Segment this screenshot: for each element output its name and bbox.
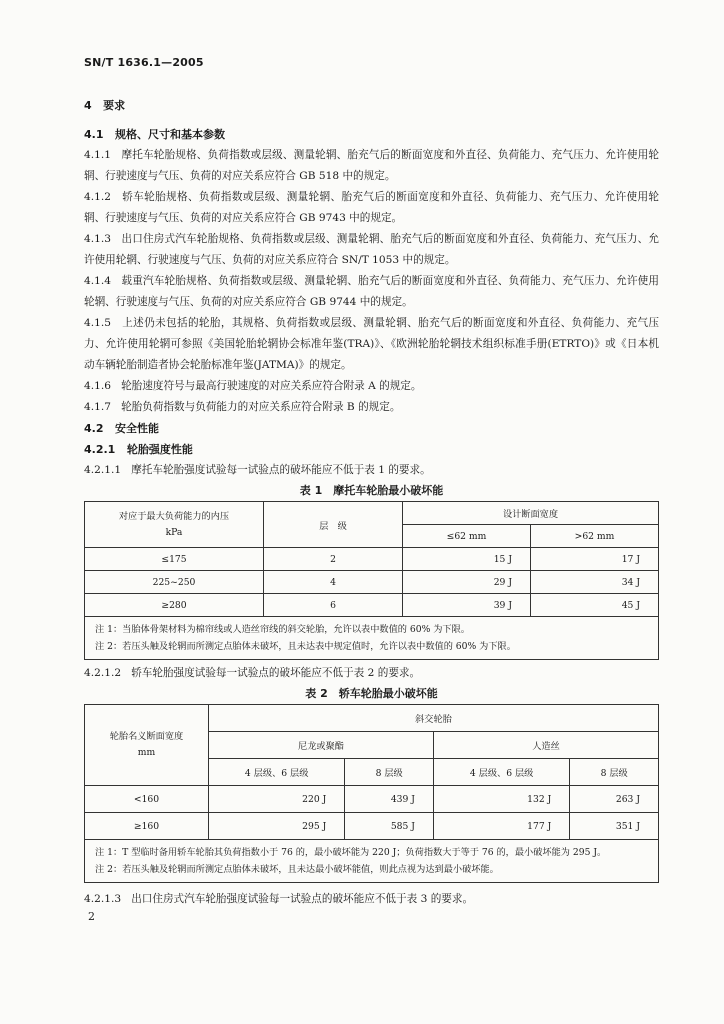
table-cell: ≥160 [85,813,209,840]
clause-4-1-1 [84,145,659,187]
header-unit: kPa [165,526,183,538]
standard-code: SN/T 1636.1—2005 [84,56,204,69]
table-2-caption: 表 2 轿车轮胎最小破坏能 [305,687,438,700]
clause-4-2-1-2 [84,663,659,684]
clause-4-2-1-1 [84,460,659,481]
clause-number: 4.2.1.1 [84,464,122,476]
column-header-ply: 8 层级 [345,759,434,786]
section-number: 4 [84,99,92,112]
clause-number: 4.1.5 [84,317,111,329]
clause-text: 轿车轮胎规格、负荷指数或层级、测量轮辋、胎充气后的断面宽度和外直径、负荷能力、充气压力、允许使用轮辋、行驶速度与气压、负荷的对应关系应符合 GB 9743 中的规定。 [84,191,659,224]
page-content [84,98,659,910]
clause-number: 4.1.6 [84,380,111,392]
table-cell: 29 J [403,571,531,594]
table-cell: 263 J [570,786,659,813]
page-number: 2 [88,910,95,923]
column-header-ply: 8 层级 [570,759,659,786]
table-notes [85,617,659,660]
clause-4-1-4 [84,271,659,313]
table-cell: 177 J [433,813,569,840]
clause-text: 出口住房式汽车轮胎规格、负荷指数或层级、测量轮辋、胎充气后的断面宽度和外直径、负荷能力、充气压力、允许使用轮辋、行驶速度与气压、负荷的对应关系应符合 SN/T 1053 中的规定。 [84,233,659,266]
table-cell: 4 [264,571,403,594]
table-note: 注 1：当胎体骨架材料为棉帘线或人造丝帘线的斜交轮胎，允许以表中数值的 60% 为下限。 [95,624,470,635]
header-unit: mm [137,747,156,758]
clause-text: 摩托车轮胎强度试验每一试验点的破坏能应不低于表 1 的要求。 [131,464,431,476]
table-cell: 585 J [345,813,434,840]
clause-4-2-1-3 [84,889,659,910]
clause-4-1-5 [84,313,659,376]
table-1-caption: 表 1 摩托车轮胎最小破坏能 [299,484,444,497]
table-note: 注 1：T 型临时备用轿车轮胎其负荷指数小于 76 的，最小破坏能为 220 J；负荷指数大于等于 76 的，最小破坏能为 295 J。 [95,847,607,858]
clause-text: 摩托车轮胎规格、负荷指数或层级、测量轮辋、胎充气后的断面宽度和外直径、负荷能力、充气压力、允许使用轮辋、行驶速度与气压、负荷的对应关系应符合 GB 518 中的规定。 [84,149,659,182]
table-cell: 2 [264,548,403,571]
column-header-width-small: ≤62 mm [403,525,531,548]
table-cell: 45 J [531,594,659,617]
section-4-2-heading [84,418,659,439]
clause-number: 4.1.3 [84,233,111,245]
clause-4-1-3 [84,229,659,271]
clause-text: 轮胎速度符号与最高行驶速度的对应关系应符合附录 A 的规定。 [121,380,422,392]
table-row [85,571,659,594]
table-cell: 39 J [403,594,531,617]
table-note: 注 2：若压头触及轮辋而所测定点胎体未破坏，且未达最小破坏能值，则此点视为达到最小破坏能。 [95,864,499,875]
clause-number: 4.1.7 [84,401,111,413]
table-cell: 15 J [403,548,531,571]
header-text: 对应于最大负荷能力的内压 [118,510,230,522]
section-4-heading [84,98,659,114]
column-group-header: 设计断面宽度 [403,502,659,525]
table-row [85,786,659,813]
table-cell: ≤175 [85,548,264,571]
clause-number: 4.1.2 [84,191,111,203]
section-title: 规格、尺寸和基本参数 [115,128,225,141]
table-1 [84,501,659,660]
clause-number: 4.1.1 [84,149,111,161]
section-number: 4.2 [84,422,104,435]
table-2 [84,704,659,883]
section-title: 安全性能 [115,422,159,435]
section-number: 4.2.1 [84,443,116,456]
table-cell: 439 J [345,786,434,813]
table-cell: 17 J [531,548,659,571]
column-header-nylon: 尼龙或聚酯 [209,732,434,759]
clause-4-1-6 [84,376,659,397]
column-header-pressure [85,502,264,548]
section-4-1-heading [84,124,659,145]
column-group-header: 斜交轮胎 [209,705,659,732]
clause-text: 轿车轮胎强度试验每一试验点的破坏能应不低于表 2 的要求。 [131,667,421,679]
clause-text: 出口住房式汽车轮胎强度试验每一试验点的破坏能应不低于表 3 的要求。 [131,893,474,905]
table-note: 注 2：若压头触及轮辋而所测定点胎体未破坏，且未达表中规定值时，允许以表中数值的 60% 为下限。 [95,641,516,652]
table-cell: 351 J [570,813,659,840]
column-header-rayon: 人造丝 [433,732,658,759]
clause-text: 载重汽车轮胎规格、负荷指数或层级、测量轮辋、胎充气后的断面宽度和外直径、负荷能力、充气压力、允许使用轮辋、行驶速度与气压、负荷的对应关系应符合 GB 9744 中的规定。 [84,275,659,308]
table-row [85,813,659,840]
table-cell: 220 J [209,786,345,813]
table-cell: 132 J [433,786,569,813]
table-cell: ≥280 [85,594,264,617]
clause-4-1-2 [84,187,659,229]
table-cell: 34 J [531,571,659,594]
clause-number: 4.1.4 [84,275,111,287]
table-notes [85,840,659,883]
clause-number: 4.2.1.3 [84,893,122,905]
section-title: 轮胎强度性能 [126,443,193,456]
section-title: 要求 [103,99,126,112]
section-4-2-1-heading [84,439,659,460]
table-cell: <160 [85,786,209,813]
clause-4-1-7 [84,397,659,418]
clause-number: 4.2.1.2 [84,667,122,679]
column-header-ply: 4 层级、6 层级 [433,759,569,786]
section-number: 4.1 [84,128,104,141]
column-header-width-large: >62 mm [531,525,659,548]
column-header-width [85,705,209,786]
table-row [85,548,659,571]
table-cell: 6 [264,594,403,617]
column-header-ply: 4 层级、6 层级 [209,759,345,786]
clause-text: 上述仍未包括的轮胎，其规格、负荷指数或层级、测量轮辋、胎充气后的断面宽度和外直径、负荷能力、充气压力、允许使用轮辋可参照《美国轮胎轮辋协会标准年鉴(TRA)》、《欧洲轮胎轮辋技术组织标准手册(ETRTO)》或《日本机动车辆轮胎制造者协会轮胎标准年鉴(JATMA)》的规定。 [84,317,659,371]
table-cell: 225~250 [85,571,264,594]
header-text: 轮胎名义断面宽度 [109,731,184,742]
table-row [85,594,659,617]
table-cell: 295 J [209,813,345,840]
column-header-ply: 层 级 [264,502,403,548]
clause-text: 轮胎负荷指数与负荷能力的对应关系应符合附录 B 的规定。 [121,401,401,413]
